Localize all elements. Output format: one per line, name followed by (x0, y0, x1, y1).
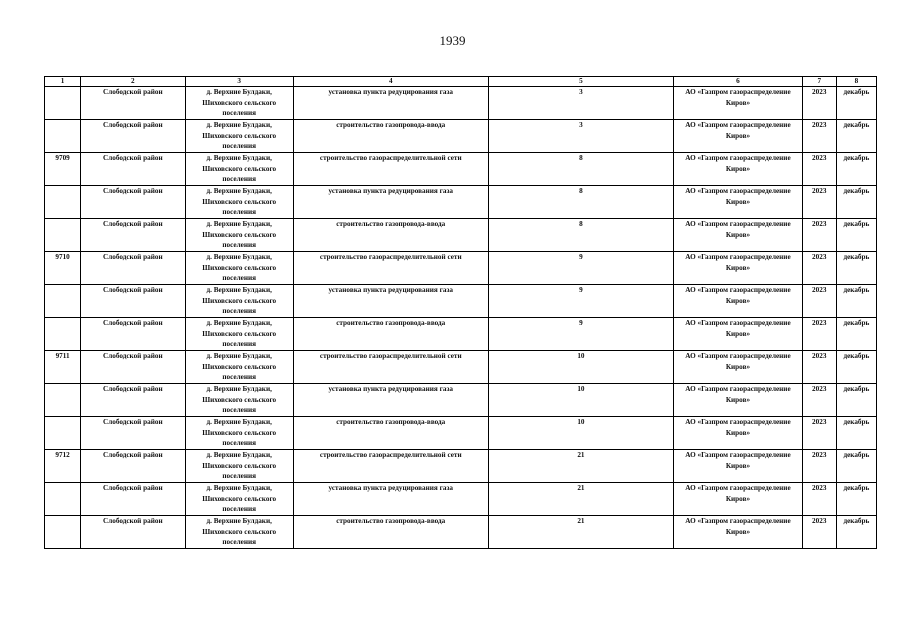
district-cell: Слободской район (81, 219, 185, 252)
month-cell: декабрь (836, 153, 876, 186)
district-cell: Слободской район (81, 417, 185, 450)
table-row (45, 252, 877, 285)
district-cell: Слободской район (81, 120, 185, 153)
organization-cell: АО «Газпром газораспределение Киров» (674, 417, 802, 450)
month-cell: декабрь (836, 252, 876, 285)
year-cell: 2023 (802, 417, 836, 450)
settlement-cell: д. Верхние Булдаки, Шиховского сельского поселения (185, 186, 293, 219)
quantity-cell: 21 (488, 516, 674, 549)
table-row (45, 318, 877, 351)
header-row (45, 77, 877, 87)
month-cell: декабрь (836, 186, 876, 219)
month-cell: декабрь (836, 450, 876, 483)
month-cell: декабрь (836, 87, 876, 120)
table-row (45, 516, 877, 549)
organization-cell: АО «Газпром газораспределение Киров» (674, 252, 802, 285)
organization-cell: АО «Газпром газораспределение Киров» (674, 516, 802, 549)
organization-cell: АО «Газпром газораспределение Киров» (674, 351, 802, 384)
quantity-cell: 8 (488, 186, 674, 219)
year-cell: 2023 (802, 351, 836, 384)
quantity-cell: 10 (488, 351, 674, 384)
settlement-cell: д. Верхние Булдаки, Шиховского сельского поселения (185, 120, 293, 153)
year-cell: 2023 (802, 285, 836, 318)
quantity-cell: 9 (488, 285, 674, 318)
column-header: 4 (293, 77, 488, 87)
district-cell: Слободской район (81, 186, 185, 219)
quantity-cell: 3 (488, 87, 674, 120)
year-cell: 2023 (802, 120, 836, 153)
settlement-cell: д. Верхние Булдаки, Шиховского сельского поселения (185, 483, 293, 516)
table-row (45, 351, 877, 384)
work-type-cell: строительство газораспределительной сети (293, 450, 488, 483)
settlement-cell: д. Верхние Булдаки, Шиховского сельского поселения (185, 219, 293, 252)
quantity-cell: 21 (488, 483, 674, 516)
month-cell: декабрь (836, 219, 876, 252)
month-cell: декабрь (836, 120, 876, 153)
table-row (45, 450, 877, 483)
settlement-cell: д. Верхние Булдаки, Шиховского сельского поселения (185, 153, 293, 186)
data-table (44, 76, 877, 549)
district-cell: Слободской район (81, 450, 185, 483)
column-header: 2 (81, 77, 185, 87)
settlement-cell: д. Верхние Булдаки, Шиховского сельского поселения (185, 417, 293, 450)
settlement-cell: д. Верхние Булдаки, Шиховского сельского поселения (185, 384, 293, 417)
table-row (45, 219, 877, 252)
work-type-cell: установка пункта редуцирования газа (293, 87, 488, 120)
table-row (45, 384, 877, 417)
organization-cell: АО «Газпром газораспределение Киров» (674, 186, 802, 219)
year-cell: 2023 (802, 483, 836, 516)
organization-cell: АО «Газпром газораспределение Киров» (674, 384, 802, 417)
month-cell: декабрь (836, 483, 876, 516)
work-type-cell: установка пункта редуцирования газа (293, 384, 488, 417)
quantity-cell: 3 (488, 120, 674, 153)
work-type-cell: строительство газопровода-ввода (293, 516, 488, 549)
month-cell: декабрь (836, 285, 876, 318)
organization-cell: АО «Газпром газораспределение Киров» (674, 285, 802, 318)
row-number-cell (45, 483, 81, 516)
column-header: 1 (45, 77, 81, 87)
quantity-cell: 21 (488, 450, 674, 483)
settlement-cell: д. Верхние Булдаки, Шиховского сельского поселения (185, 285, 293, 318)
year-cell: 2023 (802, 219, 836, 252)
month-cell: декабрь (836, 351, 876, 384)
table-body (45, 87, 877, 549)
month-cell: декабрь (836, 516, 876, 549)
column-header: 5 (488, 77, 674, 87)
row-number-cell (45, 87, 81, 120)
quantity-cell: 8 (488, 219, 674, 252)
row-number-cell (45, 219, 81, 252)
column-header: 8 (836, 77, 876, 87)
settlement-cell: д. Верхние Булдаки, Шиховского сельского поселения (185, 516, 293, 549)
page-number: 1939 (439, 33, 466, 48)
table-row (45, 120, 877, 153)
work-type-cell: строительство газопровода-ввода (293, 120, 488, 153)
year-cell: 2023 (802, 450, 836, 483)
district-cell: Слободской район (81, 252, 185, 285)
row-number-cell (45, 318, 81, 351)
table-row (45, 285, 877, 318)
row-number-cell (45, 417, 81, 450)
work-type-cell: строительство газораспределительной сети (293, 351, 488, 384)
district-cell: Слободской район (81, 153, 185, 186)
row-number-cell (45, 285, 81, 318)
row-number-cell (45, 384, 81, 417)
quantity-cell: 8 (488, 153, 674, 186)
settlement-cell: д. Верхние Булдаки, Шиховского сельского поселения (185, 351, 293, 384)
column-header: 7 (802, 77, 836, 87)
year-cell: 2023 (802, 186, 836, 219)
district-cell: Слободской район (81, 516, 185, 549)
column-header: 3 (185, 77, 293, 87)
district-cell: Слободской район (81, 483, 185, 516)
organization-cell: АО «Газпром газораспределение Киров» (674, 450, 802, 483)
organization-cell: АО «Газпром газораспределение Киров» (674, 87, 802, 120)
year-cell: 2023 (802, 318, 836, 351)
quantity-cell: 10 (488, 384, 674, 417)
organization-cell: АО «Газпром газораспределение Киров» (674, 483, 802, 516)
district-cell: Слободской район (81, 87, 185, 120)
work-type-cell: установка пункта редуцирования газа (293, 285, 488, 318)
column-header: 6 (674, 77, 802, 87)
row-number-cell: 9709 (45, 153, 81, 186)
month-cell: декабрь (836, 417, 876, 450)
year-cell: 2023 (802, 87, 836, 120)
row-number-cell: 9711 (45, 351, 81, 384)
work-type-cell: строительство газопровода-ввода (293, 318, 488, 351)
row-number-cell: 9710 (45, 252, 81, 285)
table-row (45, 87, 877, 120)
settlement-cell: д. Верхние Булдаки, Шиховского сельского поселения (185, 87, 293, 120)
year-cell: 2023 (802, 252, 836, 285)
quantity-cell: 10 (488, 417, 674, 450)
row-number-cell (45, 120, 81, 153)
settlement-cell: д. Верхние Булдаки, Шиховского сельского поселения (185, 450, 293, 483)
table-row (45, 483, 877, 516)
quantity-cell: 9 (488, 252, 674, 285)
settlement-cell: д. Верхние Булдаки, Шиховского сельского поселения (185, 318, 293, 351)
year-cell: 2023 (802, 516, 836, 549)
work-type-cell: установка пункта редуцирования газа (293, 186, 488, 219)
district-cell: Слободской район (81, 285, 185, 318)
year-cell: 2023 (802, 384, 836, 417)
district-cell: Слободской район (81, 318, 185, 351)
table-row (45, 186, 877, 219)
organization-cell: АО «Газпром газораспределение Киров» (674, 120, 802, 153)
work-type-cell: строительство газораспределительной сети (293, 252, 488, 285)
organization-cell: АО «Газпром газораспределение Киров» (674, 219, 802, 252)
quantity-cell: 9 (488, 318, 674, 351)
row-number-cell (45, 186, 81, 219)
table-row (45, 417, 877, 450)
work-type-cell: строительство газопровода-ввода (293, 219, 488, 252)
month-cell: декабрь (836, 318, 876, 351)
row-number-cell: 9712 (45, 450, 81, 483)
year-cell: 2023 (802, 153, 836, 186)
settlement-cell: д. Верхние Булдаки, Шиховского сельского поселения (185, 252, 293, 285)
work-type-cell: строительство газораспределительной сети (293, 153, 488, 186)
organization-cell: АО «Газпром газораспределение Киров» (674, 318, 802, 351)
district-cell: Слободской район (81, 351, 185, 384)
work-type-cell: установка пункта редуцирования газа (293, 483, 488, 516)
month-cell: декабрь (836, 384, 876, 417)
work-type-cell: строительство газопровода-ввода (293, 417, 488, 450)
table-row (45, 153, 877, 186)
organization-cell: АО «Газпром газораспределение Киров» (674, 153, 802, 186)
row-number-cell (45, 516, 81, 549)
district-cell: Слободской район (81, 384, 185, 417)
